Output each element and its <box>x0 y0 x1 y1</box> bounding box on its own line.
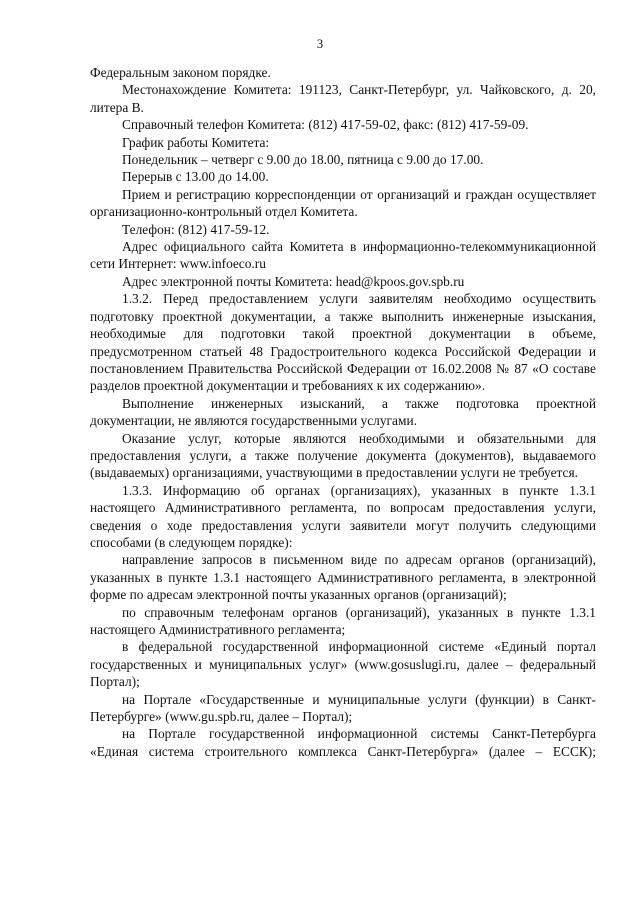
paragraph: 1.3.3. Информацию об органах (организациях), указанных в пункте 1.3.1 настоящего Административного регламента, по вопросам предоставления услуги, сведения о ходе предоставления услуги заявители могут получить следующими способами (в следующем порядке): <box>90 482 596 550</box>
page-number: 3 <box>316 37 324 51</box>
paragraph: Адрес электронной почты Комитета: head@kpoos.gov.spb.ru <box>122 273 465 289</box>
paragraph: Местонахождение Комитета: 191123, Санкт-Петербург, ул. Чайковского, д. 20, литера В. <box>90 82 596 115</box>
paragraph: Понедельник – четверг с 9.00 до 18.00, пятница с 9.00 до 17.00. <box>122 152 484 168</box>
paragraph: по справочным телефонам органов (организаций), указанных в пункте 1.3.1 настоящего Административного регламента; <box>90 604 596 637</box>
paragraph: на Портале государственной информационной системы Санкт-Петербурга «Единая система строительного комплекса Санкт-Петербурга» (далее – ЕССК); <box>90 726 596 759</box>
paragraph: Перерыв с 13.00 до 14.00. <box>122 169 269 185</box>
paragraph: на Портале «Государственные и муниципальные услуги (функции) в Санкт-Петербурге» (www.gu.spb.ru, далее – Портал); <box>90 691 596 725</box>
paragraph: Оказание услуг, которые являются необходимыми и обязательными для предоставления услуги, а также получение документа (документов), выдаваемого (выдаваемых) организациями, участвующими в предоставлении услуги не требуется. <box>90 430 596 481</box>
paragraph: Справочный телефон Комитета: (812) 417-59-02, факс: (812) 417-59-09. <box>122 117 529 133</box>
paragraph: Прием и регистрацию корреспонденции от организаций и граждан осуществляет организационно-контрольный отдел Комитета. <box>90 186 596 220</box>
document-body <box>90 64 596 760</box>
paragraph: направление запросов в письменном виде по адресам органов (организаций), указанных в пункте 1.3.1 настоящего Административного регламента, в электронной форме по адресам электронной почты указанных органов (организаций); <box>90 552 596 603</box>
paragraph: Телефон: (812) 417-59-12. <box>122 221 270 237</box>
paragraph: в федеральной государственной информационной системе «Единый портал государственных и муниципальных услуг» (www.gosuslugi.ru, далее – федеральный Портал); <box>90 639 596 690</box>
paragraph: График работы Комитета: <box>122 134 270 150</box>
paragraph: Адрес официального сайта Комитета в информационно-телекоммуникационной сети Интернет: www.infoeco.ru <box>90 239 596 272</box>
paragraph: Федеральным законом порядке. <box>90 65 271 80</box>
paragraph: Выполнение инженерных изысканий, а также подготовка проектной документации, не являются государственными услугами. <box>90 395 596 429</box>
paragraph: 1.3.2. Перед предоставлением услуги заявителям необходимо осуществить подготовку проектной документации, а также выполнить инженерные изыскания, необходимые для подготовки такой проектной документации в объеме, предусмотренном статьей 48 Градостроительного кодекса Российской Федерации и постановлением Правительства Российской Федерации от 16.02.2008 № 87 «О составе разделов проектной документации и требованиях к их содержанию». <box>90 291 596 394</box>
